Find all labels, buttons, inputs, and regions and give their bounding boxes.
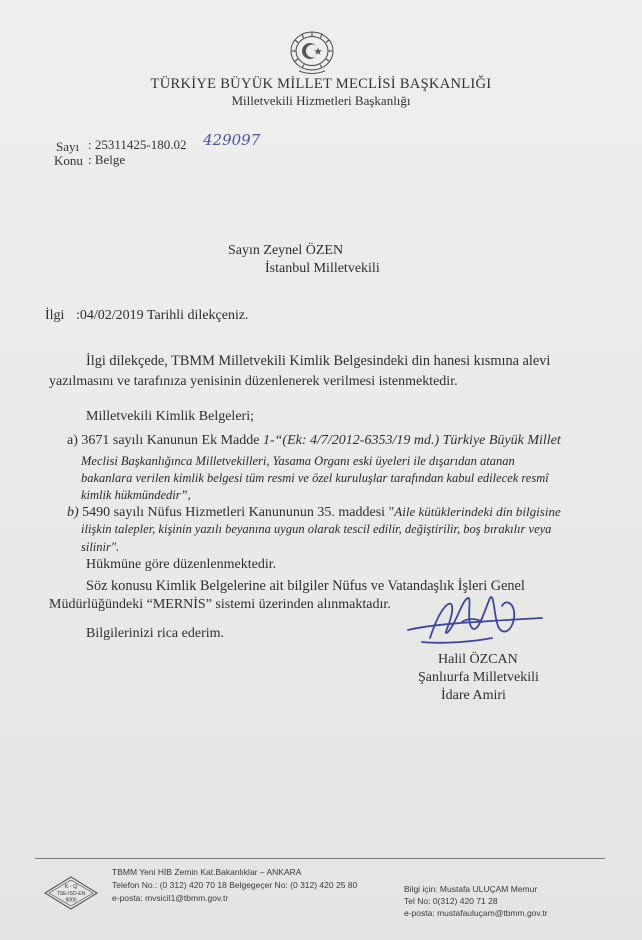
tbmm-emblem-icon: [287, 30, 337, 76]
item-a-line-4: kimlik hükmündedir”,: [81, 488, 191, 502]
tse-iso-certification-logo: [44, 876, 98, 910]
sayi-value: : 25311425-180.02: [88, 137, 187, 152]
signer-title-1: Şanlıurfa Milletvekili: [418, 670, 539, 685]
item-b-line-3: silinir".: [81, 540, 120, 554]
footer-divider: [35, 858, 605, 859]
paragraph-1-line-1: İlgi dilekçede, TBMM Milletvekili Kimlik Belgesindeki din hanesi kısmına alevi: [86, 353, 551, 369]
item-a-prefix: a) 3671 sayılı Kanunun Ek Madde: [67, 433, 263, 448]
footer-info-phone: Tel No: 0(312) 420 71 28: [404, 896, 498, 906]
signer-title-2: İdare Amiri: [441, 688, 506, 703]
footer-email-text: e-posta: mvsicil1@tbmm.gov.tr: [112, 893, 229, 903]
logo-text-bot: 9000: [65, 897, 77, 904]
sayi-label: Sayı: [56, 139, 80, 154]
paragraph-3: Hükmüne göre düzenlenmektedir.: [86, 557, 277, 572]
paragraph-2: Milletvekili Kimlik Belgeleri;: [86, 409, 254, 424]
konu-value: : Belge: [88, 152, 126, 167]
addressee-name: Sayın Zeynel ÖZEN: [228, 243, 344, 258]
institution-subtitle: Milletvekili Hizmetleri Başkanlığı: [231, 93, 411, 108]
paragraph-4-line-1: Söz konusu Kimlik Belgelerine ait bilgiler Nüfus ve Vatandaşlık İşleri Genel: [86, 578, 525, 594]
item-a-line-2: Meclisi Başkanlığınca Milletvekilleri, Yasama Organı eski üyeleri ile dışarıdan atanan: [81, 454, 515, 468]
ilgi-value: :04/02/2019 Tarihli dilekçeniz.: [76, 308, 249, 323]
closing-remark: Bilgilerinizi rica ederim.: [86, 626, 225, 641]
footer-info-email: e-posta: mustafauluçam@tbmm.gov.tr: [404, 908, 548, 918]
item-b-quote-start: Aile kütüklerindeki din bilgisine: [394, 504, 561, 519]
footer-address: TBMM Yeni HİB Zemin Kat.Bakanlıklar – ANKARA: [112, 867, 302, 877]
ilgi-label: İlgi: [45, 308, 65, 323]
item-a-line-1: [67, 433, 561, 449]
sayi-handwritten-number: 429097: [203, 131, 261, 149]
item-b-prefix: 5490 sayılı Nüfus Hizmetleri Kanununun 35. maddesi ": [78, 505, 395, 520]
item-b-letter: b): [67, 505, 79, 520]
item-b-line-2: ilişkin talepler, kişinin yazılı beyanına uygun olarak tescil edilir, değiştirilir, boş bırakılır veya: [81, 522, 552, 536]
item-a-quote-start: 1-“(Ek: 4/7/2012-6353/19 md.) Türkiye Büyük Millet: [262, 433, 561, 448]
handwritten-signature: [402, 592, 552, 648]
addressee-title: İstanbul Milletvekili: [265, 261, 380, 276]
paragraph-4-line-2: Müdürlüğündeki “MERNİS” sistemi üzerinden alınmaktadır.: [49, 597, 391, 612]
footer-info-contact: Bilgi için: Mustafa ULUÇAM Memur: [404, 884, 538, 894]
paragraph-1-line-2: yazılmasını ve tarafınıza yenisinin düzenlenerek verilmesi istenmektedir.: [49, 374, 458, 389]
konu-label: Konu: [54, 153, 83, 168]
logo-text-top: K - Q: [64, 884, 78, 890]
logo-text-mid: TSE-ISO-EN: [56, 891, 86, 897]
item-a-line-3: bakanlara verilen kimlik belgesi tüm resmi ve özel kuruluşlar tarafından kabul edilecek resmî: [81, 471, 549, 485]
signer-name: Halil ÖZCAN: [438, 652, 518, 667]
item-b-line-1: [67, 504, 561, 521]
footer-email: [112, 893, 228, 903]
footer-phone: Telefon No.: (0 312) 420 70 18 Belgegeçer No: (0 312) 420 25 80: [112, 880, 358, 890]
institution-title: TÜRKİYE BÜYÜK MİLLET MECLİSİ BAŞKANLIĞI: [150, 76, 492, 92]
